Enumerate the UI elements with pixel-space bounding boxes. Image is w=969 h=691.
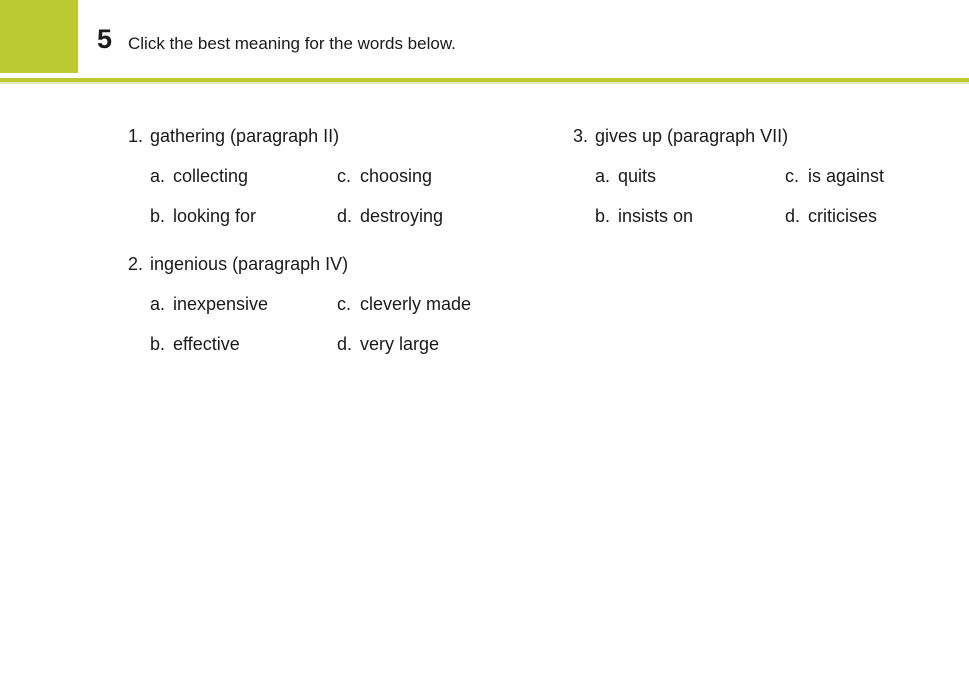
option-text: inexpensive xyxy=(173,294,269,314)
option-1c[interactable] xyxy=(337,165,432,187)
option-text: looking for xyxy=(173,206,257,226)
option-3d[interactable] xyxy=(785,205,877,227)
option-3c[interactable] xyxy=(785,165,884,187)
question-number: 2. xyxy=(128,254,144,274)
option-text: destroying xyxy=(360,206,444,226)
option-text: effective xyxy=(173,334,240,354)
option-letter: c. xyxy=(337,294,352,314)
option-3a[interactable] xyxy=(595,165,656,187)
header-divider-shadow xyxy=(0,82,969,84)
option-2a[interactable] xyxy=(150,293,268,315)
option-2c[interactable] xyxy=(337,293,471,315)
option-letter: d. xyxy=(785,206,801,226)
exercise-number: 5 xyxy=(97,24,113,54)
option-text: cleverly made xyxy=(360,294,472,314)
option-letter: b. xyxy=(595,206,611,226)
option-letter: c. xyxy=(337,166,352,186)
option-letter: b. xyxy=(150,334,166,354)
option-text: choosing xyxy=(360,166,433,186)
option-1b[interactable] xyxy=(150,205,256,227)
option-letter: d. xyxy=(337,334,353,354)
option-letter: d. xyxy=(337,206,353,226)
question-3-stem xyxy=(573,125,788,147)
question-prompt: ingenious (paragraph IV) xyxy=(150,254,349,274)
option-letter: a. xyxy=(150,166,166,186)
option-2d[interactable] xyxy=(337,333,439,355)
question-prompt: gathering (paragraph II) xyxy=(150,126,340,146)
option-text: very large xyxy=(360,334,440,354)
question-1-stem xyxy=(128,125,339,147)
option-text: quits xyxy=(618,166,657,186)
option-letter: a. xyxy=(150,294,166,314)
option-letter: c. xyxy=(785,166,800,186)
option-text: criticises xyxy=(808,206,878,226)
option-text: collecting xyxy=(173,166,249,186)
question-number: 3. xyxy=(573,126,589,146)
option-letter: b. xyxy=(150,206,166,226)
option-text: is against xyxy=(808,166,885,186)
option-1d[interactable] xyxy=(337,205,443,227)
header-accent-block xyxy=(0,0,78,73)
exercise-instruction: Click the best meaning for the words below. xyxy=(128,34,456,53)
option-3b[interactable] xyxy=(595,205,693,227)
question-number: 1. xyxy=(128,126,144,146)
option-1a[interactable] xyxy=(150,165,248,187)
option-2b[interactable] xyxy=(150,333,240,355)
option-letter: a. xyxy=(595,166,611,186)
question-prompt: gives up (paragraph VII) xyxy=(595,126,789,146)
question-2-stem xyxy=(128,253,348,275)
option-text: insists on xyxy=(618,206,694,226)
